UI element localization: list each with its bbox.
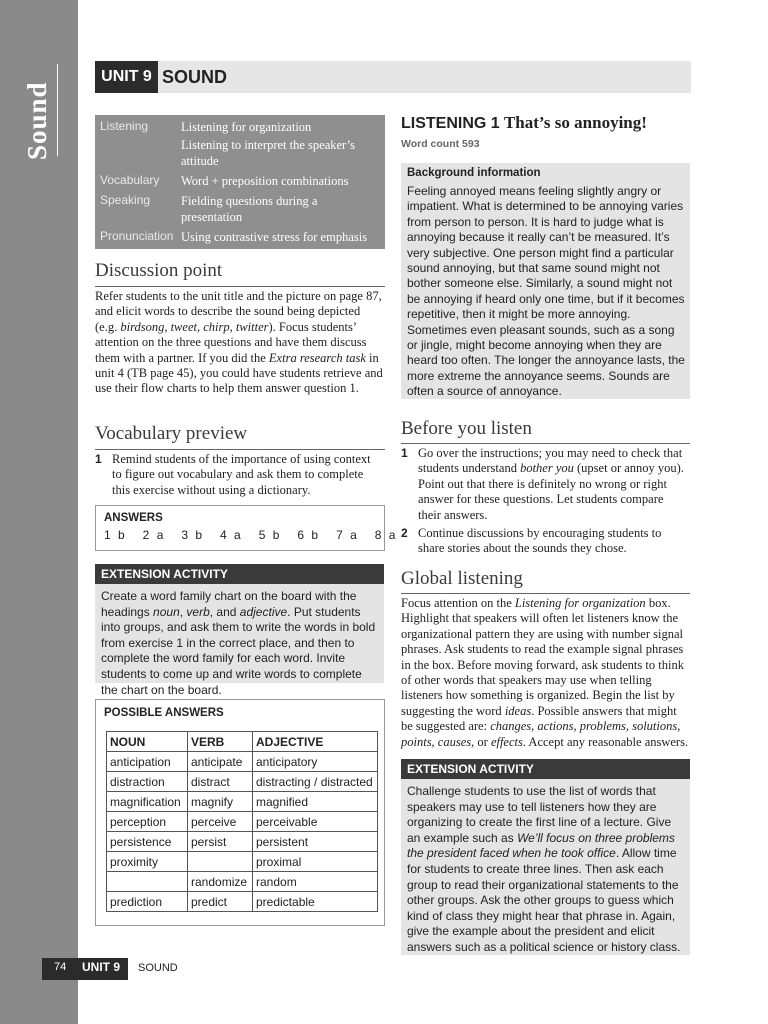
table-cell: randomize	[188, 872, 253, 892]
table-cell: anticipatory	[253, 752, 378, 772]
background-info-box	[401, 163, 690, 399]
answers-title: ANSWERS	[104, 512, 163, 524]
skills-box	[95, 115, 385, 249]
before-heading: Before you listen	[401, 418, 532, 439]
table-row	[107, 812, 378, 832]
item-number: 1	[401, 446, 408, 460]
skill-label: Speaking	[100, 193, 151, 207]
table-cell: magnification	[107, 792, 188, 812]
table-cell: distraction	[107, 772, 188, 792]
header-noun: NOUN	[107, 732, 188, 752]
discussion-heading: Discussion point	[95, 260, 223, 281]
background-title: Background information	[407, 167, 541, 179]
table-cell: perceivable	[253, 812, 378, 832]
possible-answers-box	[95, 699, 385, 926]
table-row	[107, 892, 378, 912]
table-cell: distract	[188, 772, 253, 792]
skill-label: Vocabulary	[100, 173, 160, 187]
table-cell: proximal	[253, 852, 378, 872]
unit-tag: UNIT 9	[95, 61, 158, 93]
table-cell: magnified	[253, 792, 378, 812]
vocabulary-heading: Vocabulary preview	[95, 423, 248, 444]
table-cell: anticipate	[188, 752, 253, 772]
extension-heading: EXTENSION ACTIVITY	[95, 564, 384, 584]
sidebar-title: Sound	[22, 81, 52, 160]
table-row	[107, 792, 378, 812]
item-text: Go over the instructions; you may need to check that students understand bother you (upset or annoy you). Point out that there is definitely no wrong or right answer for these questions. Let students compare their answers.	[418, 446, 684, 522]
answers-box	[95, 505, 398, 551]
header-adjective: ADJECTIVE	[253, 732, 378, 752]
table-row	[107, 752, 378, 772]
skill-text: Using contrastive stress for emphasis	[181, 230, 368, 244]
item-number: 2	[401, 526, 408, 540]
table-cell: distracting / distracted	[253, 772, 378, 792]
table-row	[107, 832, 378, 852]
page-number: 74	[54, 961, 67, 973]
table-cell	[107, 872, 188, 892]
table-cell: persist	[188, 832, 253, 852]
table-cell: persistent	[253, 832, 378, 852]
table-cell: anticipation	[107, 752, 188, 772]
table-row	[107, 852, 378, 872]
skill-text: Fielding questions during a presentation	[181, 194, 318, 224]
skill-label: Listening	[100, 119, 149, 133]
footer-title: SOUND	[138, 962, 178, 974]
section-rule	[95, 286, 385, 287]
table-cell: predictable	[253, 892, 378, 912]
skill-text: Listening for organization	[181, 120, 312, 134]
table-header-row	[107, 732, 378, 752]
listening-title	[401, 113, 647, 133]
skill-text: Word + preposition combinations	[181, 174, 349, 188]
discussion-text: Refer students to the unit title and the picture on page 87, and elicit words to describe the sound being depicted (e.g. birdsong, tweet, chirp, twitter). Focus students’ attention on the three questions and have them discuss them with a partner. If you did the Extra research task in unit 4 (TB page 45), you could have students retrieve and use their flow charts to help them answer question 1.	[95, 289, 383, 396]
word-count: Word count 593	[401, 138, 480, 150]
vocab-item	[95, 452, 385, 500]
item-number: 1	[95, 452, 102, 466]
table-cell: proximity	[107, 852, 188, 872]
global-heading: Global listening	[401, 568, 523, 589]
global-text: Focus attention on the Listening for organization box. Highlight that speakers will often let listeners know the organizational pattern they are using with number signal phrases. Ask students to read the example signal phrases in the box. Before moving forward, ask students to think of other words that speakers may use when telling listeners how something is organized. Begin the list by suggesting the word ideas. Possible answers that might be suggested are: changes, actions, problems, solutions, points, causes, or effects. Accept any reasonable answers.	[401, 596, 689, 749]
table-cell: predict	[188, 892, 253, 912]
before-item-2	[401, 526, 690, 558]
possible-answers-title: POSSIBLE ANSWERS	[104, 707, 224, 719]
skill-label: Pronunciation	[100, 229, 174, 243]
section-rule	[401, 593, 690, 594]
sidebar-divider	[57, 64, 58, 156]
table-cell: persistence	[107, 832, 188, 852]
extension-heading: EXTENSION ACTIVITY	[401, 759, 690, 779]
background-text: Feeling annoyed means feeling slightly angry or impatient. What is determined to be annoying varies from person to person. It is hard to judge what is annoying because it really can’t be measured. It’s very subjective. One person might find a particular sound annoying, but that same sound might not bother someone else. Similarly, a sound might not be annoying if heard only one time, but if it becomes repetitive, then it might be more annoying. Sometimes even pleasant sounds, such as a song or jingle, might become annoying when they are heard too often. The longer the annoyance lasts, the more extreme the annoyance seems. Sounds are often a source of annoyance.	[407, 184, 685, 399]
table-cell: perceive	[188, 812, 253, 832]
listening-label: LISTENING 1	[401, 115, 500, 132]
table-cell: perception	[107, 812, 188, 832]
before-item-1	[401, 446, 690, 524]
section-rule	[401, 443, 690, 444]
table-row	[107, 772, 378, 792]
listening-heading: That’s so annoying!	[503, 113, 647, 132]
table-cell: prediction	[107, 892, 188, 912]
item-text: Remind students of the importance of using context to figure out vocabulary and ask them to complete this exercise without using a dictionary.	[112, 452, 371, 497]
item-text: Continue discussions by encouraging students to share stories about the sounds they chose.	[418, 526, 662, 556]
header-verb: VERB	[188, 732, 253, 752]
word-family-table	[106, 731, 378, 912]
skill-text: Listening to interpret the speaker’s attitude	[181, 138, 356, 168]
table-cell	[188, 852, 253, 872]
footer-unit: UNIT 9	[82, 960, 121, 974]
answers-line: 1 b 2 a 3 b 4 a 5 b 6 b 7 a 8 a	[104, 528, 398, 542]
table-row	[107, 872, 378, 892]
table-cell: random	[253, 872, 378, 892]
extension-text: Challenge students to use the list of words that speakers may use to tell listeners how they are organizing to create the first line of a lecture. Give an example such as We’ll focus on three problems the president faced when he took office. Allow time for students to create three lines. Then ask each group to read their organizational statements to the other groups. Ask the other groups to guess which kind of class they might hear that phrase in. Again, give the example about the president and elicit answers such as a political science or history class.	[401, 779, 690, 955]
table-cell: magnify	[188, 792, 253, 812]
unit-title: SOUND	[162, 67, 228, 87]
section-rule	[95, 449, 385, 450]
extension-text: Create a word family chart on the board with the headings noun, verb, and adjective. Put students into groups, and ask them to write the words in bold from exercise 1 in the correct place, and then to complete the word family for each word. Invite students to come up and write words to complete the chart on the board.	[95, 584, 384, 683]
